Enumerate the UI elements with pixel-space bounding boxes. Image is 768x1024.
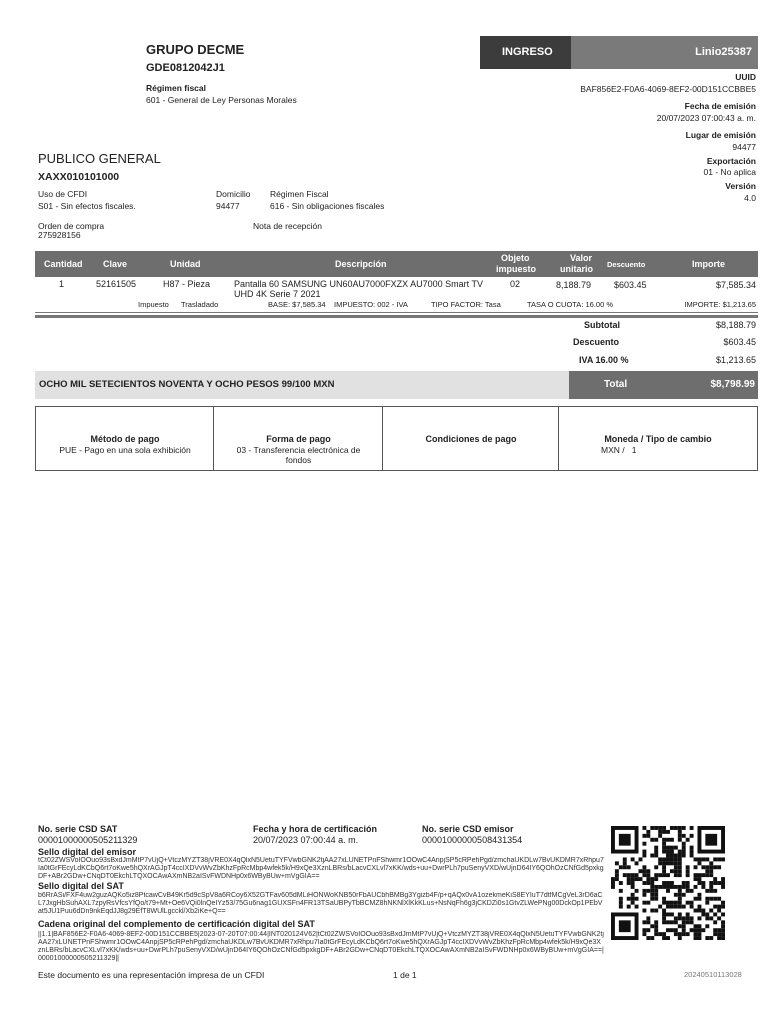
codigo-impresion: 20240510113028 [684,970,742,979]
col-objeto-2: impuesto [496,264,537,274]
qr-code [611,826,725,940]
col-valor-1: Valor [570,253,593,263]
metodo-pago-label: Método de pago [90,434,160,444]
tax-importe: IMPORTE: $1,213.65 [684,300,756,309]
uuid-value: BAF856E2-F0A6-4069-8EF2-00D151CCBBE5 [580,84,756,94]
condiciones-pago-cell [383,407,559,470]
conceptos-table-header [35,251,758,277]
lugar-emision-label: Lugar de emisión [685,130,756,140]
row-unidad: H87 - Pieza [163,279,211,289]
receptor-rfc: XAXX010101000 [38,171,120,183]
sello-emisor-value: tCt02ZWSVoIOOuo93sBxdJmMtP7vUjQ+VtczMYZT38jVRE0X4qQlxN5UetuTYFVwbGNK2tjAA27xLUNETPnFShwmr1OOwC4AnpjSP5cRPehPgd/zmchaUKDLw7BvUKDMR7xRhpu7Ia0tGrFEcyLdKCbQ6rt7oKwe5hQXrAGJpT4ccIXDVvWvZbKhzFpRcMbp4wfek5k/H9xQe3XznLBRs/bLacvCXLvl7xKK/wds+uu+DwrPLh7puSenyVXD/wUjnD64IY6QOhOzCNfGd5pxkgDF+ABr2GDw+CNqDT0EkchLTQXOCAwAXmNB2aISvFWDNHp0x6WByBUw+mVgGIA== [38,857,604,880]
nota-recepcion-label: Nota de recepción [253,221,322,231]
total-en-letra: OCHO MIL SETECIENTOS NOVENTA Y OCHO PESOS 99/100 MXN [39,379,335,390]
col-cantidad: Cantidad [44,259,83,269]
total-value: $8,798.99 [710,379,755,390]
receptor-regimen-label: Régimen Fiscal [270,189,329,199]
iva-label: IVA 16.00 % [579,355,629,365]
fecha-certificacion-label: Fecha y hora de certificación [253,824,378,834]
fecha-certificacion-value: 20/07/2023 07:00:44 a. m. [253,835,359,845]
folio: Linio25387 [695,46,752,58]
row-clave: 52161505 [96,279,137,289]
lugar-emision-value: 94477 [732,142,756,152]
col-valor-2: unitario [560,264,593,274]
descuento-value: $603.45 [723,337,756,347]
tax-trasladado: Trasladado [181,300,219,309]
receptor-nombre: PUBLICO GENERAL [38,151,161,166]
serie-csd-sat-value: 00001000000505211329 [38,835,138,845]
sello-emisor-label: Sello digital del emisor [38,847,137,857]
numero-pagina: 1 de 1 [393,970,417,980]
table-divider-thin [35,312,758,313]
sello-sat-value: b6RrASi/FXF4uw2guzAQKo5iz8PtcawCvB49Kr5d9cSpV8a6RCoy6X52GTFav605dMLiHONWoKNB50rFbAUCbhBMBg3Ygizb4F/p+qAQx0vA1ozekmeKiS8EYIuT7dtfMCgVeL3rD6aCL7JxgHbSuhAXL7zpyRsVfcsYfQo/t79+Mt+Oe6VQi0lnQeIYz53/75Gu6nag1GUXSFn4FR13TSaUBPyTbBCMZ8hNKNlXlKkKLus+NsNqFh6g3jCKDZi0s1GtvZLWePNg00DckOp1PEbVat5JU1Puu6dDn9nkEqdJJ8g29EfT8WUlLgcckl/Xb2iKe+Q== [38,892,603,915]
tax-tasa: TASA O CUOTA: 16.00 % [527,300,614,309]
tax-impuesto: Impuesto [138,300,169,309]
subtotal-value: $8,188.79 [715,320,756,330]
tax-factor: TIPO FACTOR: Tasa [431,300,501,309]
metodo-pago-cell [36,407,214,470]
tax-iva: IMPUESTO: 002 - IVA [334,300,408,309]
serie-csd-emisor-value: 00001000000508431354 [422,835,523,845]
emisor-rfc: GDE0812042J1 [146,62,225,74]
row-importe: $7,585.34 [715,280,756,290]
row-valor: 8,188.79 [556,280,592,290]
forma-pago-value: 03 - Transferencia electrónica de fondos [236,445,361,465]
uso-cfdi-value: S01 - Sin efectos fiscales. [38,201,136,211]
orden-compra-value: 275928156 [38,230,81,240]
receptor-regimen-value: 616 - Sin obligaciones fiscales [270,201,385,211]
col-unidad: Unidad [170,259,201,269]
exportacion-label: Exportación [706,156,756,166]
descuento-label: Descuento [573,337,620,347]
leyenda-cfdi: Este documento es una representación impresa de un CFDI [38,970,265,980]
table-divider-thick [35,315,758,318]
version-label: Versión [725,181,756,191]
fecha-emision-label: Fecha de emisión [684,101,756,111]
col-importe: Importe [691,259,725,269]
tipo-comprobante-bar [480,36,758,69]
uuid-label: UUID [735,72,756,82]
serie-csd-sat-label: No. serie CSD SAT [38,824,118,834]
total-box [569,371,758,399]
exportacion-value: 01 - No aplica [703,167,756,177]
cadena-original-value: ||1.1|BAF856E2-F0A6-4069-8EF2-00D151CCBBE5|2023-07-20T07:00:44|INT020124V62|tCt02ZWSVoIOOuo93sBxdJmMtP7vUjQ+VtczMYZT38jVRE0X4qQlxN5UetuTYFVwbGNK2tjAA27xLUNETPnFShwmr1OOwC4AnpjSP5cRPehPgd/zmchaUKDLw7BvUKDMR7xRhpu7Ia0tGrFEcyLdKCbQ6rt7oKwe5hQXrAGJpT4ccIXDVvWvZbKhzFpRcMbp4wfek5k/H9xQe3XznLBRs/bLacvCXLvl7xKK/wds+uu+DwrPLh7puSenyVXD/wUjnD64IY6QOhOzCNfGd5pxkgDF+ABr2GDw+CNqDT0EkchLTQXOCAwAXmNB2aISvFWDNHp0x6WByBUw+mVgGIA==|00001000000505211329|| [38,931,604,962]
cadena-original-label: Cadena original del complemento de certificación digital del SAT [38,919,315,929]
subtotal-label: Subtotal [584,320,620,330]
domicilio-label: Domicilio [216,189,251,199]
row-descuento: $603.45 [614,280,647,290]
sello-sat-label: Sello digital del SAT [38,881,124,891]
row-descripcion: Pantalla 60 SAMSUNG UN60AU7000FXZX AU7000 Smart TV UHD 4K Serie 7 2021 [234,279,483,299]
moneda-cell [559,407,757,470]
version-value: 4.0 [744,193,756,203]
metodo-pago-value: PUE - Pago en una sola exhibición [59,445,191,455]
col-clave: Clave [103,259,128,269]
total-label: Total [604,379,628,390]
emisor-regimen-label: Régimen fiscal [146,83,206,93]
tax-base: BASE: $7,585.34 [268,300,326,309]
total-en-letra-box [35,371,569,399]
row-cantidad: 1 [59,279,65,289]
col-objeto-1: Objeto [501,253,530,263]
domicilio-value: 94477 [216,201,240,211]
moneda-label: Moneda / Tipo de cambio [604,434,712,444]
forma-pago-cell [214,407,383,470]
condiciones-pago-label: Condiciones de pago [425,434,517,444]
serie-csd-emisor-label: No. serie CSD emisor [422,824,514,834]
forma-pago-label: Forma de pago [266,434,331,444]
moneda-value: MXN / 1 [601,445,637,455]
emisor-nombre: GRUPO DECME [146,42,245,57]
col-descripcion: Descripción [335,259,387,269]
tipo-comprobante: INGRESO [502,46,553,58]
iva-value: $1,213.65 [715,355,756,365]
row-objeto: 02 [510,279,521,289]
uso-cfdi-label: Uso de CFDI [38,189,88,199]
orden-compra-label: Orden de compra [38,221,105,231]
pago-box [35,406,758,471]
emisor-regimen-value: 601 - General de Ley Personas Morales [146,95,297,105]
fecha-emision-value: 20/07/2023 07:00:43 a. m. [656,113,756,123]
col-descuento: Descuento [607,260,646,269]
